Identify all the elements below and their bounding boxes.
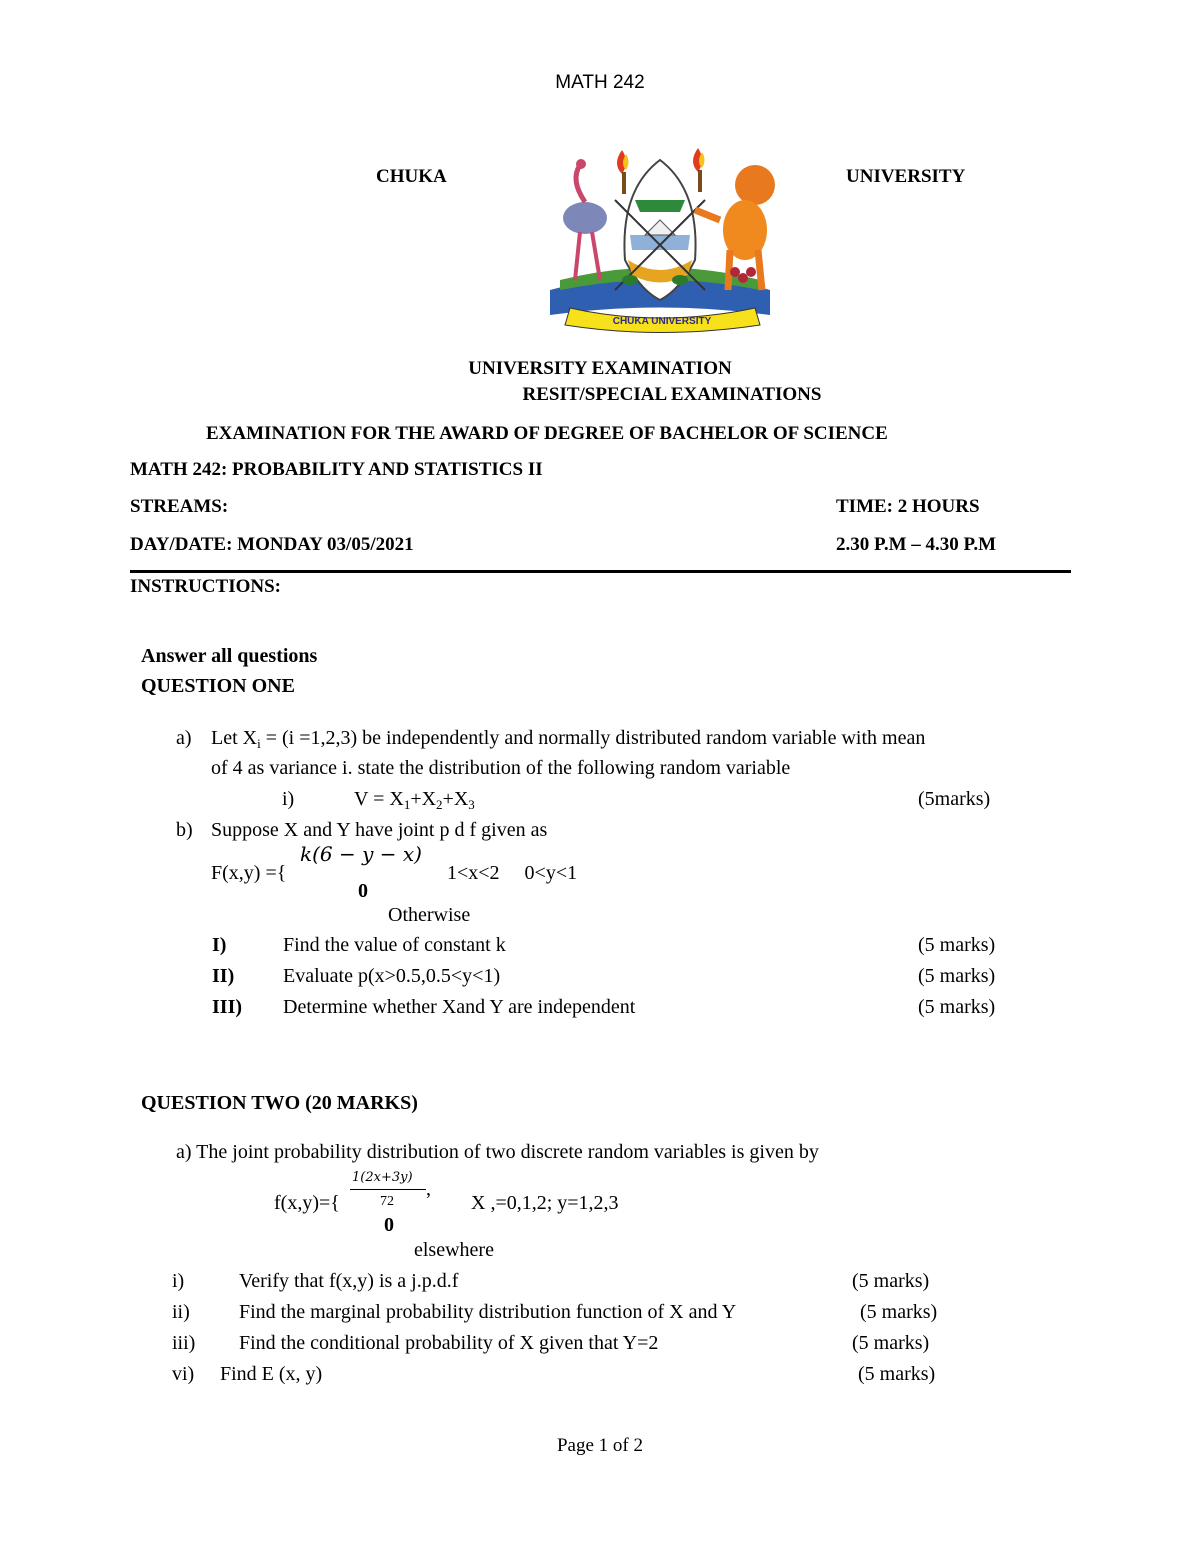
q1-part-text: Evaluate p(x>0.5,0.5<y<1) bbox=[283, 965, 501, 987]
instructions-label: INSTRUCTIONS: bbox=[130, 576, 281, 597]
q1-a-line2: of 4 as variance i. state the distribution of the following random variable bbox=[211, 757, 791, 779]
q1-part-marks: (5 marks) bbox=[918, 996, 996, 1018]
q1-part-marker: III) bbox=[212, 996, 243, 1018]
q1-a-i-marker: i) bbox=[282, 788, 295, 810]
q2-part-marks: (5 marks) bbox=[852, 1332, 930, 1354]
q2-elsewhere: elsewhere bbox=[414, 1239, 494, 1261]
q2-a-line: a) The joint probability distribution of two discrete random variables is given by bbox=[176, 1141, 819, 1163]
q1-b-marker: b) bbox=[176, 819, 193, 841]
q1-a-line1: Let $X_i = (i =1,2,3)$ be independently and normally distributed random variable with mean bbox=[211, 727, 926, 751]
question-two-title: QUESTION TWO (20 MARKS) bbox=[141, 1092, 418, 1114]
q2-part-text: Verify that f(x,y) is a j.p.d.f bbox=[239, 1270, 459, 1292]
q2-domain: X ,=0,1,2; y=1,2,3 bbox=[471, 1192, 619, 1214]
running-title: MATH 242 bbox=[555, 72, 645, 93]
streams-label: STREAMS: bbox=[130, 496, 229, 517]
course-line: MATH 242: PROBABILITY AND STATISTICS II bbox=[130, 459, 543, 480]
q2-frac-denominator: 72 bbox=[380, 1194, 394, 1209]
header-left-word: CHUKA bbox=[376, 166, 447, 187]
time-label: TIME: 2 HOURS bbox=[836, 496, 980, 517]
q2-part-text: Find the marginal probability distribution function of X and Y bbox=[239, 1301, 737, 1323]
header-divider bbox=[130, 570, 1071, 573]
pdf-expression: k(6 − y − x) bbox=[300, 842, 422, 866]
q2-part-marker: vi) bbox=[172, 1363, 195, 1385]
q2-part-text: Find the conditional probability of X given that Y=2 bbox=[239, 1332, 659, 1354]
header-right-word: UNIVERSITY bbox=[846, 166, 966, 187]
university-logo bbox=[530, 140, 790, 335]
pdf-zero: 0 bbox=[358, 880, 368, 902]
q1-part-text: Find the value of constant k bbox=[283, 934, 506, 956]
q1-part-text: Determine whether Xand Y are independent bbox=[283, 996, 636, 1018]
q2-part-marks: (5 marks) bbox=[860, 1301, 938, 1323]
q2-frac-comma: , bbox=[426, 1178, 431, 1200]
q1-a-i-marks: (5marks) bbox=[918, 788, 991, 810]
exam-title-line1: UNIVERSITY EXAMINATION bbox=[468, 358, 732, 379]
q2-part-marks: (5 marks) bbox=[852, 1270, 930, 1292]
page-number: Page 1 of 2 bbox=[556, 1435, 643, 1456]
q2-zero: 0 bbox=[384, 1214, 394, 1236]
q1-a-marker: a) bbox=[176, 727, 192, 749]
q1-part-marker: I) bbox=[212, 934, 227, 956]
pdf-otherwise: Otherwise bbox=[388, 904, 471, 926]
q1-b-line1: Suppose X and Y have joint p d f given as bbox=[211, 819, 548, 841]
award-line: EXAMINATION FOR THE AWARD OF DEGREE OF BACHELOR OF SCIENCE bbox=[206, 423, 888, 444]
q1-part-marker: II) bbox=[212, 965, 235, 987]
q2-f-label: f(x,y)={ bbox=[274, 1192, 340, 1214]
q1-part-marks: (5 marks) bbox=[918, 934, 996, 956]
question-one-title: QUESTION ONE bbox=[141, 675, 295, 697]
logo-banner-text: CHUKA UNIVERSITY bbox=[612, 316, 712, 327]
time-range: 2.30 P.M – 4.30 P.M bbox=[836, 534, 997, 555]
date-label: DAY/DATE: MONDAY 03/05/2021 bbox=[130, 534, 414, 555]
answer-all-instruction: Answer all questions bbox=[141, 645, 318, 667]
pdf-range: 1<x<2 0<y<1 bbox=[447, 862, 578, 884]
q1-part-marks: (5 marks) bbox=[918, 965, 996, 987]
q2-part-marker: iii) bbox=[172, 1332, 196, 1354]
q2-part-text: Find E (x, y) bbox=[220, 1363, 323, 1385]
pdf-label: F(x,y) ={ bbox=[211, 862, 287, 884]
exam-title-line2: RESIT/SPECIAL EXAMINATIONS bbox=[522, 384, 822, 405]
q2-frac-numerator: 1(2x+3y) bbox=[352, 1170, 413, 1185]
q2-part-marks: (5 marks) bbox=[858, 1363, 936, 1385]
q2-part-marker: i) bbox=[172, 1270, 185, 1292]
q2-frac-bar bbox=[350, 1189, 426, 1190]
q1-a-i-expression: $V = X_1+X_2+X_3$ bbox=[354, 788, 475, 812]
q2-part-marker: ii) bbox=[172, 1301, 190, 1323]
